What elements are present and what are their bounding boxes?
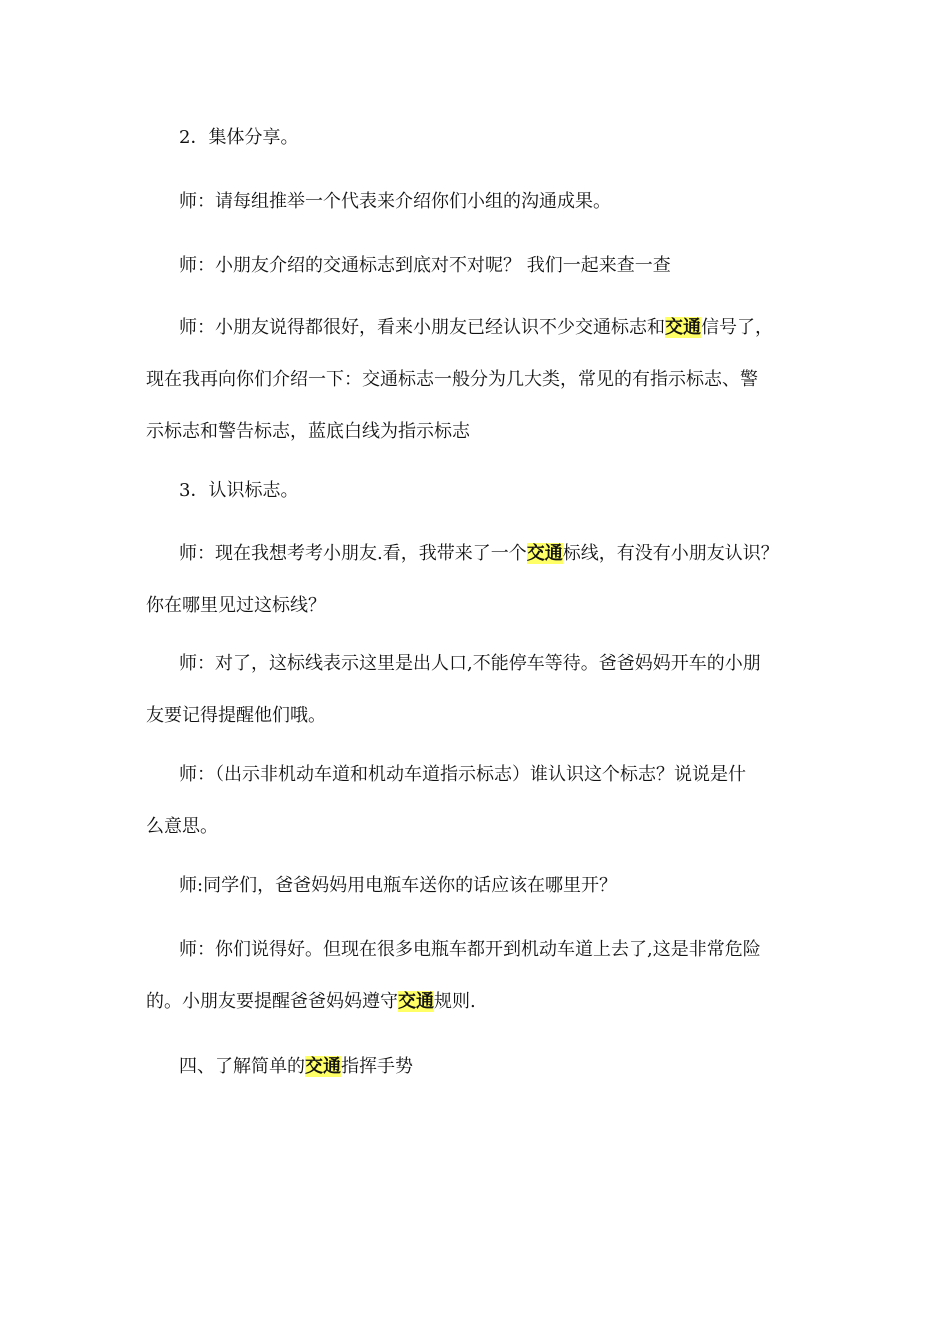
text-run: 师：对了，这标线表示这里是出人口,不能停车等待。爸爸妈妈开车的小朋: [179, 653, 761, 674]
paragraph: [146, 302, 806, 458]
paragraph: [146, 528, 806, 632]
paragraph: [146, 112, 806, 164]
text-run: 师：请每组推举一个代表来介绍你们小组的沟通成果。: [179, 191, 611, 212]
paragraph: [146, 465, 806, 517]
paragraph: [146, 240, 806, 292]
paragraph: [146, 176, 806, 228]
text-run: 的。小朋友要提醒爸爸妈妈遵守: [146, 991, 398, 1012]
paragraph-line: [146, 240, 806, 292]
paragraph-line: [146, 638, 806, 690]
text-run: 你在哪里见过这标线？: [146, 595, 326, 616]
highlighted-term: 交通: [665, 317, 701, 338]
paragraph-line: [146, 176, 806, 228]
text-run: 师：（出示非机动车道和机动车道指示标志）谁认识这个标志？说说是什: [179, 764, 746, 785]
paragraph-line: [146, 580, 806, 632]
text-run: 标线，有没有小朋友认识？: [562, 543, 779, 564]
text-run: 师：现在我想考考小朋友.看，我带来了一个: [179, 543, 527, 564]
text-run: 师：你们说得好。但现在很多电瓶车都开到机动车道上去了,这是非常危险: [179, 939, 761, 960]
text-run: 师：小朋友说得都很好，看来小朋友已经认识不少交通标志和: [179, 317, 665, 338]
text-run: 师:同学们，爸爸妈妈用电瓶车送你的话应该在哪里开？: [179, 875, 618, 896]
paragraph-line: [146, 976, 806, 1028]
paragraph-line: [146, 406, 806, 458]
text-run: 指挥手势: [341, 1056, 413, 1077]
paragraph-line: [146, 354, 806, 406]
text-run: 3．认识标志。: [179, 480, 299, 501]
paragraph-line: [146, 1041, 806, 1093]
text-run: 师：小朋友介绍的交通标志到底对不对呢？ 我们一起来查一查: [179, 255, 671, 276]
highlighted-term: 交通: [398, 991, 434, 1012]
paragraph: [146, 1041, 806, 1093]
text-run: 2．集体分享。: [179, 127, 299, 148]
paragraph-line: [146, 528, 806, 580]
paragraph: [146, 749, 806, 853]
paragraph: [146, 860, 806, 912]
paragraph: [146, 638, 806, 742]
paragraph: [146, 924, 806, 1028]
paragraph-line: [146, 924, 806, 976]
paragraph-line: [146, 860, 806, 912]
paragraph-line: [146, 112, 806, 164]
highlighted-term: 交通: [305, 1056, 341, 1077]
text-run: 信号了，: [701, 317, 773, 338]
paragraph-line: [146, 801, 806, 853]
paragraph-line: [146, 749, 806, 801]
paragraph-line: [146, 465, 806, 517]
paragraph-line: [146, 302, 806, 354]
text-run: 现在我再向你们介绍一下：交通标志一般分为几大类，常见的有指示标志、警: [146, 369, 758, 390]
paragraph-line: [146, 690, 806, 742]
text-run: 友要记得提醒他们哦。: [146, 705, 326, 726]
text-run: 示标志和警告标志，蓝底白线为指示标志: [146, 421, 470, 442]
text-run: 四、了解简单的: [179, 1056, 305, 1077]
highlighted-term: 交通: [526, 543, 563, 564]
text-run: 么意思。: [146, 816, 218, 837]
text-run: 规则.: [434, 991, 476, 1012]
